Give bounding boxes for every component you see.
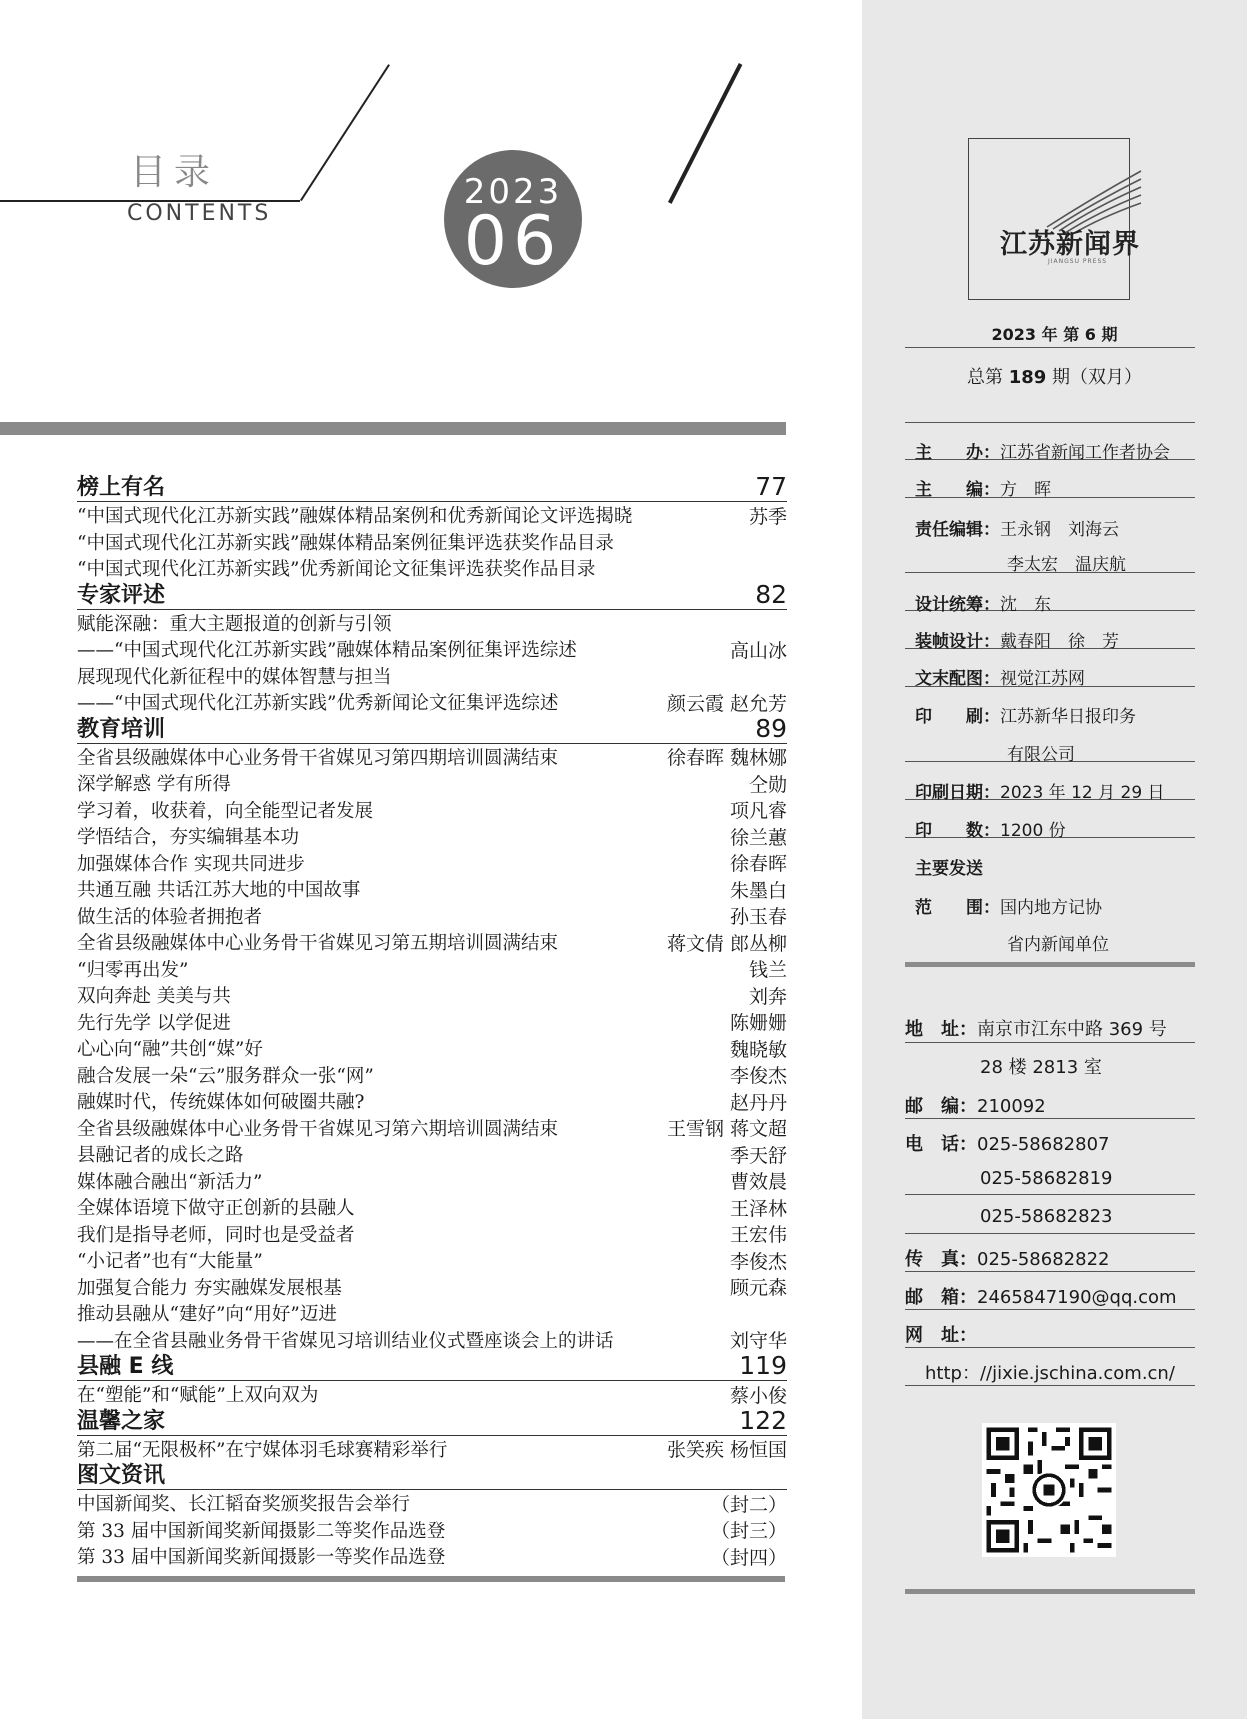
entry-title: 展现现代化新征程中的媒体智慧与担当 [77, 666, 392, 688]
contact-value: 南京市江东中路 369 号 [977, 1019, 1167, 1040]
masthead-value: 视觉江苏网 [1000, 669, 1085, 689]
toc-entry [77, 1327, 787, 1354]
masthead-value: 方 晖 [1000, 480, 1051, 500]
contact-value: 210092 [977, 1096, 1046, 1117]
masthead-label: 主 编： [915, 480, 1000, 500]
toc-entry [77, 1274, 787, 1301]
toc-section-heading [77, 472, 787, 502]
issue-number: 06 [463, 202, 563, 281]
contact-label: 电 话： [905, 1134, 977, 1155]
contact-value: http：//jixie.jschina.com.cn/ [925, 1363, 1175, 1384]
sidebar-rule [905, 1118, 1195, 1119]
masthead-label: 印 数： [915, 821, 1000, 841]
entry-title: 全省县级融媒体中心业务骨干省媒见习第四期培训圆满结束 [77, 747, 559, 769]
masthead-value: 有限公司 [1007, 745, 1075, 765]
contact-row [925, 1359, 1175, 1385]
sidebar-rule [905, 1233, 1195, 1234]
contact-value: 025-58682819 [980, 1168, 1113, 1189]
toc-entry [77, 1221, 787, 1248]
toc-section-heading [77, 1405, 787, 1436]
entry-title: “小记者”也有“大能量” [77, 1251, 263, 1273]
section-title: 温馨之家 [77, 1408, 166, 1434]
contact-value: 025-58682822 [977, 1249, 1110, 1270]
entry-author: 颜云霞 赵允芳 [666, 692, 787, 715]
masthead-value: 1200 份 [1000, 821, 1066, 841]
masthead-row [915, 590, 1051, 615]
toc-entry [77, 502, 787, 529]
contact-row [905, 1321, 977, 1347]
toc-entry [77, 876, 787, 903]
entry-author: 徐春晖 [729, 853, 787, 876]
section-page-number: 122 [739, 1405, 787, 1435]
contact-label: 邮 编： [905, 1096, 977, 1117]
entry-title: “归零再出发” [77, 959, 189, 981]
contact-row [980, 1053, 1102, 1079]
header-divider-bar [0, 422, 786, 435]
contact-label: 邮 箱： [905, 1287, 977, 1308]
entry-title: ——“中国式现代化江苏新实践”优秀新闻论文征集评选综述 [77, 693, 559, 715]
total-issue-prefix: 总第 [966, 367, 1009, 388]
entry-title: 加强复合能力 夯实融媒发展根基 [77, 1277, 342, 1299]
entry-title: 第 33 届中国新闻奖新闻摄影二等奖作品选登 [77, 1520, 446, 1542]
sidebar-rule [905, 347, 1195, 348]
entry-title: 全媒体语境下做守正创新的县融人 [77, 1198, 355, 1220]
entry-author: 蔡小俊 [729, 1384, 787, 1407]
toc-entry [77, 1168, 787, 1195]
section-title: 县融 E 线 [77, 1354, 174, 1379]
entry-title: ——在全省县融业务骨干省媒见习培训结业仪式暨座谈会上的讲话 [77, 1330, 614, 1352]
entry-author: 钱兰 [748, 959, 787, 982]
section-page-number: 119 [739, 1351, 787, 1380]
entry-title: 中国新闻奖、长江韬奋奖颁奖报告会举行 [77, 1494, 411, 1516]
masthead-label: 范 围： [915, 898, 1000, 918]
masthead-label: 责任编辑： [915, 520, 1000, 540]
entry-title: 融合发展一朵“云”服务群众一张“网” [77, 1065, 374, 1087]
masthead-row [915, 854, 983, 879]
toc-entry [77, 1009, 787, 1036]
contact-value: 2465847190@qq.com [977, 1287, 1177, 1308]
entry-author: 刘守华 [729, 1330, 787, 1353]
entry-author: 蒋文倩 郎丛柳 [666, 932, 787, 955]
entry-author: 季天舒 [729, 1144, 787, 1167]
toc-entry [77, 1115, 787, 1142]
entry-title: 赋能深融：重大主题报道的创新与引领 [77, 613, 392, 635]
toc-entry [77, 1543, 787, 1570]
toc-entry [77, 797, 787, 824]
contact-row [905, 1015, 1167, 1041]
entry-author: 李俊杰 [729, 1250, 787, 1273]
contact-value: 025-58682807 [977, 1134, 1110, 1155]
masthead-row [915, 627, 1119, 652]
toc-entry [77, 689, 787, 716]
toc-bottom-bar [77, 1576, 785, 1582]
toc-entry [77, 1035, 787, 1062]
entry-author: 苏季 [748, 505, 787, 528]
toc-entry [77, 1088, 787, 1115]
toc-section-heading [77, 713, 787, 744]
toc-section-heading [77, 1463, 787, 1490]
toc-entry [77, 555, 787, 582]
section-page-number: 89 [755, 713, 787, 743]
masthead-row [915, 475, 1051, 500]
masthead-row [915, 702, 1136, 727]
entry-title: 第二届“无限极杯”在宁媒体羽毛球赛精彩举行 [77, 1439, 448, 1461]
masthead-value: 2023 年 12 月 29 日 [1000, 783, 1165, 803]
entry-title: ——“中国式现代化江苏新实践”融媒体精品案例征集评选综述 [77, 640, 577, 662]
entry-author: （封三） [710, 1520, 787, 1543]
contact-row [905, 1283, 1177, 1309]
entry-author: 朱墨白 [729, 879, 787, 902]
contact-value: 025-58682823 [980, 1206, 1113, 1227]
entry-title: “中国式现代化江苏新实践”融媒体精品案例征集评选获奖作品目录 [77, 532, 614, 554]
masthead-value: 省内新闻单位 [1007, 935, 1109, 955]
entry-author: 刘奔 [748, 985, 787, 1008]
masthead-label: 主 办： [915, 443, 1000, 463]
sidebar-rule [905, 1309, 1195, 1310]
entry-title: 县融记者的成长之路 [77, 1145, 244, 1167]
issue-line: 2023 年 第 6 期 [991, 325, 1118, 344]
entry-author: 李俊杰 [729, 1065, 787, 1088]
table-of-contents [77, 474, 787, 1570]
entry-title: 推动县融从“建好”向“用好”迈进 [77, 1304, 337, 1326]
logo-subtext: JIANGSU PRESS [1048, 258, 1108, 265]
total-issue-suffix: 期（双月） [1046, 367, 1143, 388]
toc-entry [77, 1517, 787, 1544]
page-subtitle: CONTENTS [127, 201, 272, 226]
masthead-label: 印刷日期： [915, 783, 1000, 803]
toc-entry [77, 1436, 787, 1463]
section-title: 图文资讯 [77, 1463, 166, 1488]
toc-entry [77, 636, 787, 663]
toc-section-heading [77, 1351, 787, 1381]
sidebar-bottom-rule [905, 1589, 1195, 1594]
toc-entry [77, 903, 787, 930]
entry-author: 孙玉春 [729, 906, 787, 929]
entry-title: 第 33 届中国新闻奖新闻摄影一等奖作品选登 [77, 1547, 446, 1569]
toc-entry [77, 1194, 787, 1221]
entry-title: 心心向“融”共创“媒”好 [77, 1039, 263, 1061]
masthead-label: 装帧设计： [915, 632, 1000, 652]
toc-entry [77, 610, 787, 637]
entry-title: 做生活的体验者拥抱者 [77, 906, 263, 928]
entry-title: 深学解惑 学有所得 [77, 774, 231, 796]
page-title: 目录 [130, 152, 219, 193]
toc-entry [77, 1490, 787, 1517]
toc-entry [77, 770, 787, 797]
entry-author: 王宏伟 [729, 1224, 787, 1247]
toc-entry [77, 744, 787, 771]
toc-entry [77, 929, 787, 956]
entry-title: 学悟结合，夯实编辑基本功 [77, 827, 300, 849]
entry-title: 共通互融 共话江苏大地的中国故事 [77, 880, 361, 902]
entry-title: “中国式现代化江苏新实践”优秀新闻论文征集评选获奖作品目录 [77, 559, 596, 581]
header-slash-line-bold [668, 63, 742, 204]
masthead-row [915, 438, 1170, 463]
masthead-label: 文末配图： [915, 669, 1000, 689]
toc-entry [77, 850, 787, 877]
entry-author: 王雪钢 蒋文超 [666, 1118, 787, 1141]
entry-author: 项凡睿 [729, 800, 787, 823]
toc-entry [77, 663, 787, 690]
entry-title: 全省县级融媒体中心业务骨干省媒见习第六期培训圆满结束 [77, 1118, 559, 1140]
entry-title: 媒体融合融出“新活力” [77, 1171, 263, 1193]
masthead-value: 戴春阳 徐 芳 [1000, 632, 1119, 652]
entry-author: 赵丹丹 [729, 1091, 787, 1114]
section-title: 教育培训 [77, 716, 166, 742]
header-slash-line [300, 64, 389, 201]
masthead-label: 设计统筹： [915, 595, 1000, 615]
entry-author: 高山冰 [729, 639, 787, 662]
sidebar-rule [905, 1347, 1195, 1348]
entry-title: “中国式现代化江苏新实践”融媒体精品案例和优秀新闻论文评选揭晓 [77, 506, 633, 528]
entry-author: （封四） [710, 1546, 787, 1569]
entry-title: 全省县级融媒体中心业务骨干省媒见习第五期培训圆满结束 [77, 933, 559, 955]
entry-author: 曹效晨 [729, 1171, 787, 1194]
toc-entry [77, 1300, 787, 1327]
contact-row [980, 1206, 1112, 1227]
toc-entry [77, 1381, 787, 1408]
entry-author: 徐兰蕙 [729, 826, 787, 849]
section-title: 榜上有名 [77, 475, 166, 500]
masthead-value: 沈 东 [1000, 595, 1051, 615]
toc-entry [77, 529, 787, 556]
total-issue-line [862, 363, 1247, 389]
section-title: 专家评述 [77, 582, 166, 608]
contact-label: 网 址： [905, 1325, 977, 1346]
masthead-value: 国内地方记协 [1000, 898, 1102, 918]
masthead-value: 李太宏 温庆航 [1007, 555, 1126, 575]
contact-row [905, 1245, 1109, 1271]
entry-author: 仝勋 [748, 773, 787, 796]
entry-author: 魏晓敏 [729, 1038, 787, 1061]
sidebar-rule [905, 1042, 1195, 1043]
toc-entry [77, 982, 787, 1009]
masthead-row [915, 664, 1085, 689]
entry-author: 张笑疾 杨恒国 [666, 1439, 787, 1462]
logo-text: 江苏新闻界 [1000, 229, 1140, 260]
section-page-number: 82 [755, 579, 787, 609]
issue-year: 2023 [463, 172, 563, 212]
entry-title: 加强媒体合作 实现共同进步 [77, 853, 305, 875]
total-issue-number: 189 [1008, 367, 1047, 388]
masthead-row [915, 893, 1102, 918]
entry-title: 学习着，收获着，向全能型记者发展 [77, 800, 374, 822]
toc-entry [77, 1062, 787, 1089]
qr-code-icon [982, 1423, 1116, 1557]
issue-badge [444, 150, 582, 288]
contact-label: 传 真： [905, 1249, 977, 1270]
masthead-row [915, 816, 1066, 841]
toc-entry [77, 1247, 787, 1274]
contact-row [905, 1092, 1046, 1118]
masthead-row [915, 778, 1165, 803]
masthead-label: 印 刷： [915, 707, 1000, 727]
entry-title: 在“塑能”和“赋能”上双向双为 [77, 1385, 319, 1407]
toc-section-heading [77, 579, 787, 610]
section-page-number: 77 [755, 472, 787, 501]
sidebar-rule [905, 1194, 1195, 1195]
contact-row [905, 1130, 1109, 1156]
entry-title: 我们是指导老师，同时也是受益者 [77, 1224, 355, 1246]
entry-title: 融媒时代，传统媒体如何破圈共融? [77, 1092, 365, 1114]
entry-author: （封二） [710, 1493, 787, 1516]
sidebar-thick-rule [905, 962, 1195, 967]
toc-entry [77, 956, 787, 983]
contact-row [980, 1168, 1112, 1189]
toc-entry [77, 823, 787, 850]
toc-entry [77, 1141, 787, 1168]
masthead-label: 主要发送 [915, 859, 983, 879]
masthead-value: 江苏省新闻工作者协会 [1000, 443, 1170, 463]
entry-title: 先行先学 以学促进 [77, 1012, 231, 1034]
entry-author: 陈姗姗 [729, 1012, 787, 1035]
sidebar-rule [905, 1271, 1195, 1272]
masthead-row [1007, 930, 1109, 955]
contact-label: 地 址： [905, 1019, 977, 1040]
entry-title: 双向奔赴 美美与共 [77, 986, 231, 1008]
sidebar-rule [905, 1385, 1195, 1386]
sidebar-rule [905, 422, 1195, 423]
entry-author: 王泽林 [729, 1197, 787, 1220]
masthead-value: 王永钢 刘海云 [1000, 520, 1119, 540]
contact-value: 28 楼 2813 室 [980, 1057, 1102, 1078]
entry-author: 顾元森 [729, 1277, 787, 1300]
masthead-row [1007, 550, 1126, 575]
entry-author: 徐春晖 魏林娜 [666, 747, 787, 770]
masthead-value: 江苏新华日报印务 [1000, 707, 1136, 727]
masthead-row [915, 515, 1119, 540]
masthead-row [1007, 740, 1075, 765]
